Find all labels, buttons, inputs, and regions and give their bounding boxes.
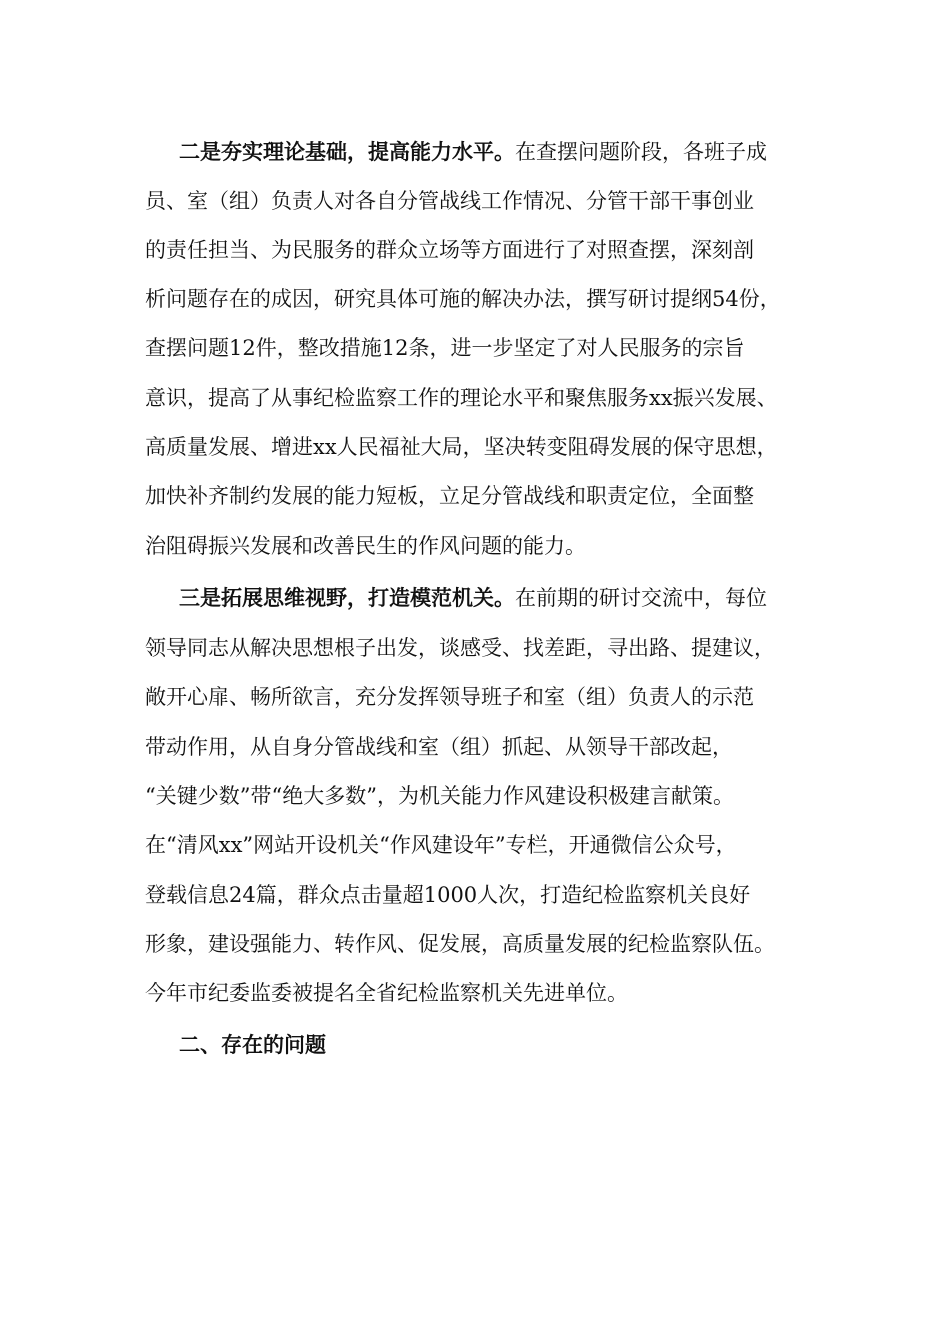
paragraph-2-line-1 [179, 584, 767, 612]
paragraph-2-line-9: 今年市纪委监委被提名全省纪检监察机关先进单位。 [145, 981, 628, 1005]
paragraph-1-line-2: 员、室（组）负责人对各自分管战线工作情况、分管干部干事创业 [145, 189, 754, 213]
paragraph-1-line-3: 的责任担当、为民服务的群众立场等方面进行了对照查摆，深刻剖 [145, 238, 754, 262]
paragraph-2-text: 在前期的研讨交流中，每位 [515, 586, 767, 610]
paragraph-1-line-9: 治阻碍振兴发展和改善民生的作风问题的能力。 [145, 534, 586, 558]
paragraph-2-line-2: 领导同志从解决思想根子出发，谈感受、找差距，寻出路、提建议， [145, 636, 775, 660]
paragraph-1-lead: 二是夯实理论基础，提高能力水平。 [179, 140, 515, 164]
paragraph-1-line-4: 析问题存在的成因，研究具体可施的解决办法，撰写研讨提纲54份， [145, 287, 781, 311]
paragraph-2-line-7: 登载信息24篇，群众点击量超1000人次，打造纪检监察机关良好 [145, 883, 751, 907]
paragraph-2-line-6: 在“清风xx”网站开设机关“作风建设年”专栏，开通微信公众号， [145, 833, 737, 857]
paragraph-2-lead: 三是拓展思维视野，打造模范机关。 [179, 586, 515, 610]
paragraph-1-line-6: 意识，提高了从事纪检监察工作的理论水平和聚焦服务xx振兴发展、 [145, 386, 778, 410]
paragraph-1-text: 在查摆问题阶段，各班子成 [515, 140, 767, 164]
section-heading: 二、存在的问题 [179, 1033, 326, 1057]
paragraph-1-line-8: 加快补齐制约发展的能力短板，立足分管战线和职责定位，全面整 [145, 484, 754, 508]
paragraph-2-line-4: 带动作用，从自身分管战线和室（组）抓起、从领导干部改起， [145, 735, 733, 759]
paragraph-1-line-1 [179, 138, 767, 166]
paragraph-1-line-5: 查摆问题12件，整改措施12条，进一步坚定了对人民服务的宗旨 [145, 336, 745, 360]
paragraph-2-line-8: 形象，建设强能力、转作风、促发展，高质量发展的纪检监察队伍。 [145, 932, 775, 956]
paragraph-2-line-5: “关键少数”带“绝大多数”，为机关能力作风建设积极建言献策。 [145, 784, 734, 808]
paragraph-1-line-7: 高质量发展、增进xx人民福祉大局，坚决转变阻碍发展的保守思想， [145, 435, 778, 459]
paragraph-2-line-3: 敞开心扉、畅所欲言，充分发挥领导班子和室（组）负责人的示范 [145, 685, 754, 709]
